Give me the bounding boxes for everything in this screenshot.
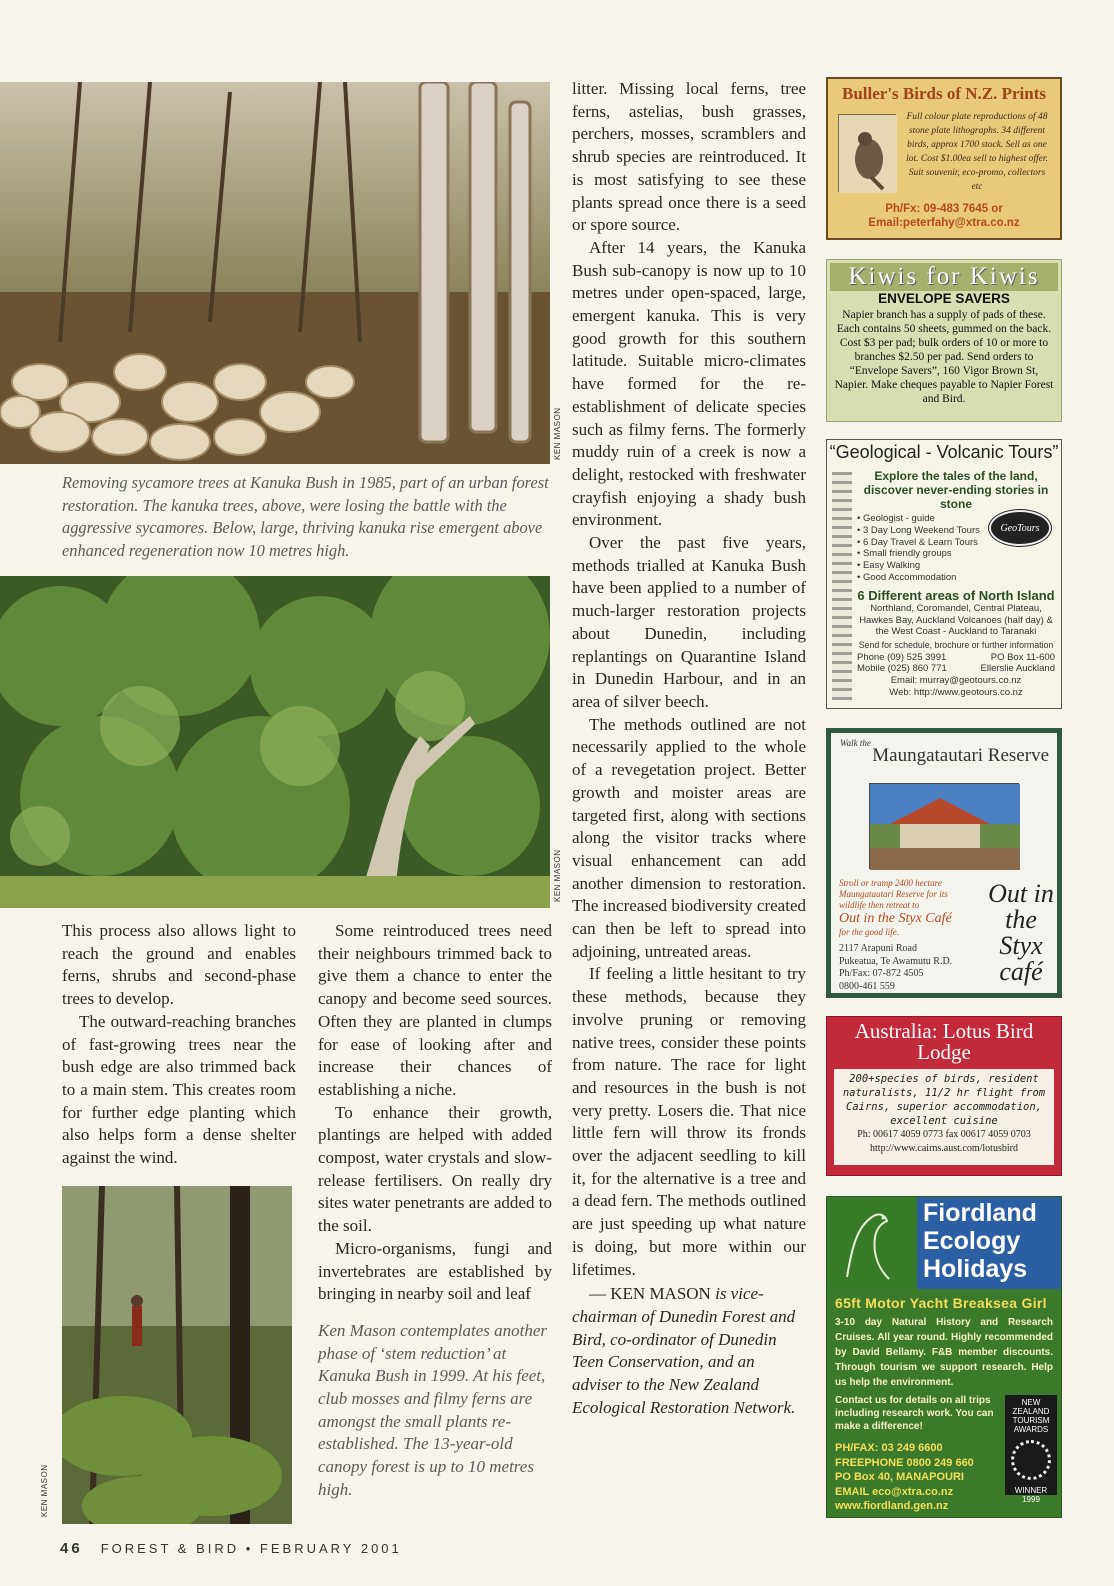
ad-yacht: 65ft Motor Yacht Breaksea Girl <box>835 1295 1047 1311</box>
ad-phone: Phone (09) 525 3991 <box>857 651 947 663</box>
award-title: NEW ZEALAND TOURISM AWARDS <box>1012 1398 1050 1434</box>
ad-phone-fax: PH/FAX: 03 249 6600 <box>835 1442 943 1454</box>
award-winner: WINNER 1999 <box>1014 1486 1048 1504</box>
ad-lotus-bird-lodge <box>826 1016 1062 1176</box>
ad-title: Maungatautari Reserve <box>872 745 1049 766</box>
cafe-photo <box>869 783 1019 869</box>
ad-title: Fiordland Ecology Holidays <box>917 1197 1061 1289</box>
ad-phone: Ph/Fx: 09-483 7645 or <box>885 203 1003 215</box>
ad-kiwis-for-kiwis <box>826 259 1062 422</box>
ad-freephone: FREEPHONE 0800 249 660 <box>835 1456 974 1469</box>
geotours-logo: GeoTours <box>989 510 1051 546</box>
author-bio-text: is vice-chairman of Dunedin Forest and Bird, co-ordinator of Dunedin Teen Conservation, and an adviser to the New Zealand Ecological Restoration Network. <box>572 1284 796 1417</box>
ad-address-1: 2117 Arapuni Road <box>839 943 917 954</box>
photo-credit: KEN MASON <box>40 1464 49 1517</box>
rock-strata-decoration <box>832 472 852 700</box>
ad-text: 200+species of birds, resident naturalists, 11/2 hr flight from Cairns, superior accommodation, excellent cuisine <box>842 1073 1046 1127</box>
ad-po-box: PO Box 40, MANAPOURI <box>835 1471 964 1483</box>
ad-stroll-text: Stroll or tramp 2400 hectare Maungatautari Reserve for its wildlife then retreat to <box>839 878 948 910</box>
photo-credit: KEN MASON <box>553 849 562 902</box>
ad-walk: Walk the <box>840 738 871 748</box>
article-paragraph: Micro-organisms, fungi and invertebrates are established by bringing in nearby soil and leaf <box>318 1238 552 1304</box>
ad-po-box: PO Box 11-600 <box>990 651 1055 663</box>
article-column-2 <box>318 920 552 1502</box>
photo-kanuka-forest <box>0 576 550 908</box>
list-item: • Small friendly groups <box>857 548 1055 560</box>
ad-mobile: Mobile (025) 860 771 <box>857 663 947 675</box>
ad-buller-birds <box>826 77 1062 240</box>
ad-send: Send for schedule, brochure or further information <box>858 640 1054 651</box>
ad-phone: Ph/Fax: 07-872 4505 <box>839 968 924 979</box>
photo-ken-mason <box>62 1186 292 1524</box>
list-item: • 3 Day Long Weekend Tours <box>857 525 1055 537</box>
bird-print-image <box>838 114 896 192</box>
ad-address-2: Pukeatua, Te Awamutu R.D. <box>839 955 953 967</box>
ad-maungatautari-reserve <box>826 728 1062 998</box>
article-column-1 <box>62 920 296 1170</box>
ad-subtitle: ENVELOPE SAVERS <box>878 291 1010 306</box>
ad-headline: Explore the tales of the land, discover never-ending stories in stone <box>863 469 1049 511</box>
publication-name: FOREST & BIRD • FEBRUARY 2001 <box>100 1541 402 1556</box>
article-paragraph: Some reintroduced trees need their neighbours trimmed back to give them a chance to enter the canopy and become seed sources. Often they are planted in clumps for ease of looking after and increase their chances of establishing a niche. <box>318 921 552 1099</box>
article-paragraph: This process also allows light to reach the ground and enables ferns, shrubs and second-phase trees to develop. <box>62 921 296 1009</box>
styx-cafe-logo: Out in the Styx café <box>988 879 1054 986</box>
page-footer <box>60 1540 402 1557</box>
seal-icon <box>827 1197 917 1289</box>
article-paragraph: To enhance their growth, plantings are helped with added compost, water crystals and slow-release fertilisers. On really dry sites water penetrants are added to the soil. <box>318 1102 552 1236</box>
list-item: • 6 Day Travel & Learn Tours <box>857 537 1055 549</box>
photo-credit: KEN MASON <box>553 407 562 460</box>
article-paragraph: If feeling a little hesitant to try these methods, because they involve pruning or removing native trees, consider these points from nature. The race for light and resources in the bush is not very pretty. Losers die. That nice little fern will throw its fronds over the adjacent seedling to kill it, for the alternative is a tree and a dead fern. The methods outlined are just speeding up what nature is doing, but more within our lifetimes. <box>572 964 806 1279</box>
photo-sycamore-logs <box>0 82 550 464</box>
ad-areas: Northland, Coromandel, Central Plateau, Hawkes Bay, Auckland Volcanoes (half day) & the West Coast - Auckland to Taranaki <box>859 602 1053 638</box>
article-paragraph: litter. Missing local ferns, tree ferns, astelias, bush grasses, perchers, mosses, scramblers and shrub species are reintroduced. It is most satisfying to see these plants spread once there is a seed or spore source. <box>572 79 806 235</box>
article-paragraph: The methods outlined are not necessarily applied to the whole of a revegetation project. Better growth and moister areas are targeted first, along with sections along the visitor tracks where visual enhancement can add another dimension to restoration. The increased biodiversity created can then be left to spread into adjoining, untreated areas. <box>572 714 806 961</box>
ad-areas-title: 6 Different areas of North Island <box>857 587 1055 603</box>
ad-web: Web: http://www.geotours.co.nz <box>889 687 1023 699</box>
ad-fiordland-ecology <box>826 1196 1062 1518</box>
ad-geological-tours <box>826 439 1062 709</box>
ad-email: EMAIL eco@xtra.co.nz <box>835 1485 954 1498</box>
ad-web: www.fiordland.gen.nz <box>835 1500 949 1512</box>
ad-city: Ellerslie Auckland <box>980 663 1055 675</box>
author-name: — KEN MASON <box>589 1284 711 1304</box>
ad-title: “Geological - Volcanic Tours” <box>829 442 1059 462</box>
ad-contact: Contact us for details on all trips including research work. You can make a difference! <box>835 1395 994 1432</box>
photo-caption: Ken Mason contemplates another phase of ‘stem reduction’ at Kanuka Bush in 1999. At his feet, club mosses and filmy ferns are amongst the small plants re-established. The 13-year-old canopy forest is up to 10 metres high. <box>318 1320 547 1499</box>
ad-email: Email:peterfahy@xtra.co.nz <box>868 217 1020 229</box>
list-item: • Good Accommodation <box>857 572 1055 584</box>
ad-phone: Ph: 00617 4059 0773 fax 00617 4059 0703 <box>857 1129 1031 1140</box>
ad-title: Kiwis for Kiwis <box>830 263 1058 291</box>
ad-web: http://www.cairns.aust.com/lotusbird <box>870 1143 1018 1154</box>
ad-title: Buller's Birds of N.Z. Prints <box>841 84 1046 103</box>
ad-freephone: 0800-461 559 <box>839 980 895 992</box>
article-column-3 <box>572 78 806 1419</box>
top-photo-caption: Removing sycamore trees at Kanuka Bush in 1985, part of an urban forest restoration. The kanuka trees, above, were losing the battle with the aggressive sycamores. Below, large, thriving kanuka rise emergent above enhanced regeneration now 10 metres high. <box>62 473 549 560</box>
author-bio <box>572 1283 806 1419</box>
ad-text: 3-10 day Natural History and Research Cruises. All year round. Highly recommended by David Bellamy. F&B member discounts. Through tourism we support research. Help us help the environment. <box>835 1317 1053 1388</box>
spiral-icon <box>1011 1440 1051 1480</box>
article-paragraph: Over the past five years, methods trialled at Kanuka Bush have been applied to a number of much-larger restoration projects about Dunedin, including replantings on Quarantine Island in Dunedin Harbour, and in an area of silver beech. <box>572 533 806 711</box>
ad-title: Australia: Lotus Bird Lodge <box>854 1019 1034 1064</box>
ad-text: Napier branch has a supply of pads of these. Each contains 50 sheets, gummed on the back. Cost $3 per pad; bulk orders of 10 or more to branches $2.50 per pad. Send orders to “Envelope Savers”, 160 Vigor Brown St, Napier. Make cheques payable to Napier Forest and Bird. <box>834 309 1054 405</box>
page-number: 46 <box>60 1540 83 1557</box>
list-item: • Geologist - guide <box>857 513 1055 525</box>
ad-email: Email: murray@geotours.co.nz <box>890 675 1022 687</box>
article-paragraph: After 14 years, the Kanuka Bush sub-canopy is now up to 10 metres under open-spaced, large, emergent kanuka. This is very good growth for this southern latitude. Suitable micro-climates have formed for the re-establishment of delicate species such as filmy ferns. The formerly muddy ruin of a creek is now a delight, restocked with freshwater crayfish enjoying a shady bush environment. <box>572 237 806 530</box>
article-paragraph: The outward-reaching branches of fast-growing trees near the bush edge are also trimmed back to a main stem. This creates room for further edge planting which also helps form a dense shelter against the wind. <box>62 1011 296 1168</box>
ad-good-life: for the good life. <box>839 927 899 937</box>
tourism-award-badge <box>1005 1395 1057 1504</box>
list-item: • Easy Walking <box>857 560 1055 572</box>
ad-cafe-name: Out in the Styx Café <box>839 911 952 926</box>
ad-text: Full colour plate reproductions of 48 stone plate lithographs. 34 different birds, approx 1700 stock. Sell as one lot. Cost $1.00ea sell to highest offer. Suit souvenir, eco-promo, collectors etc <box>906 112 1048 192</box>
